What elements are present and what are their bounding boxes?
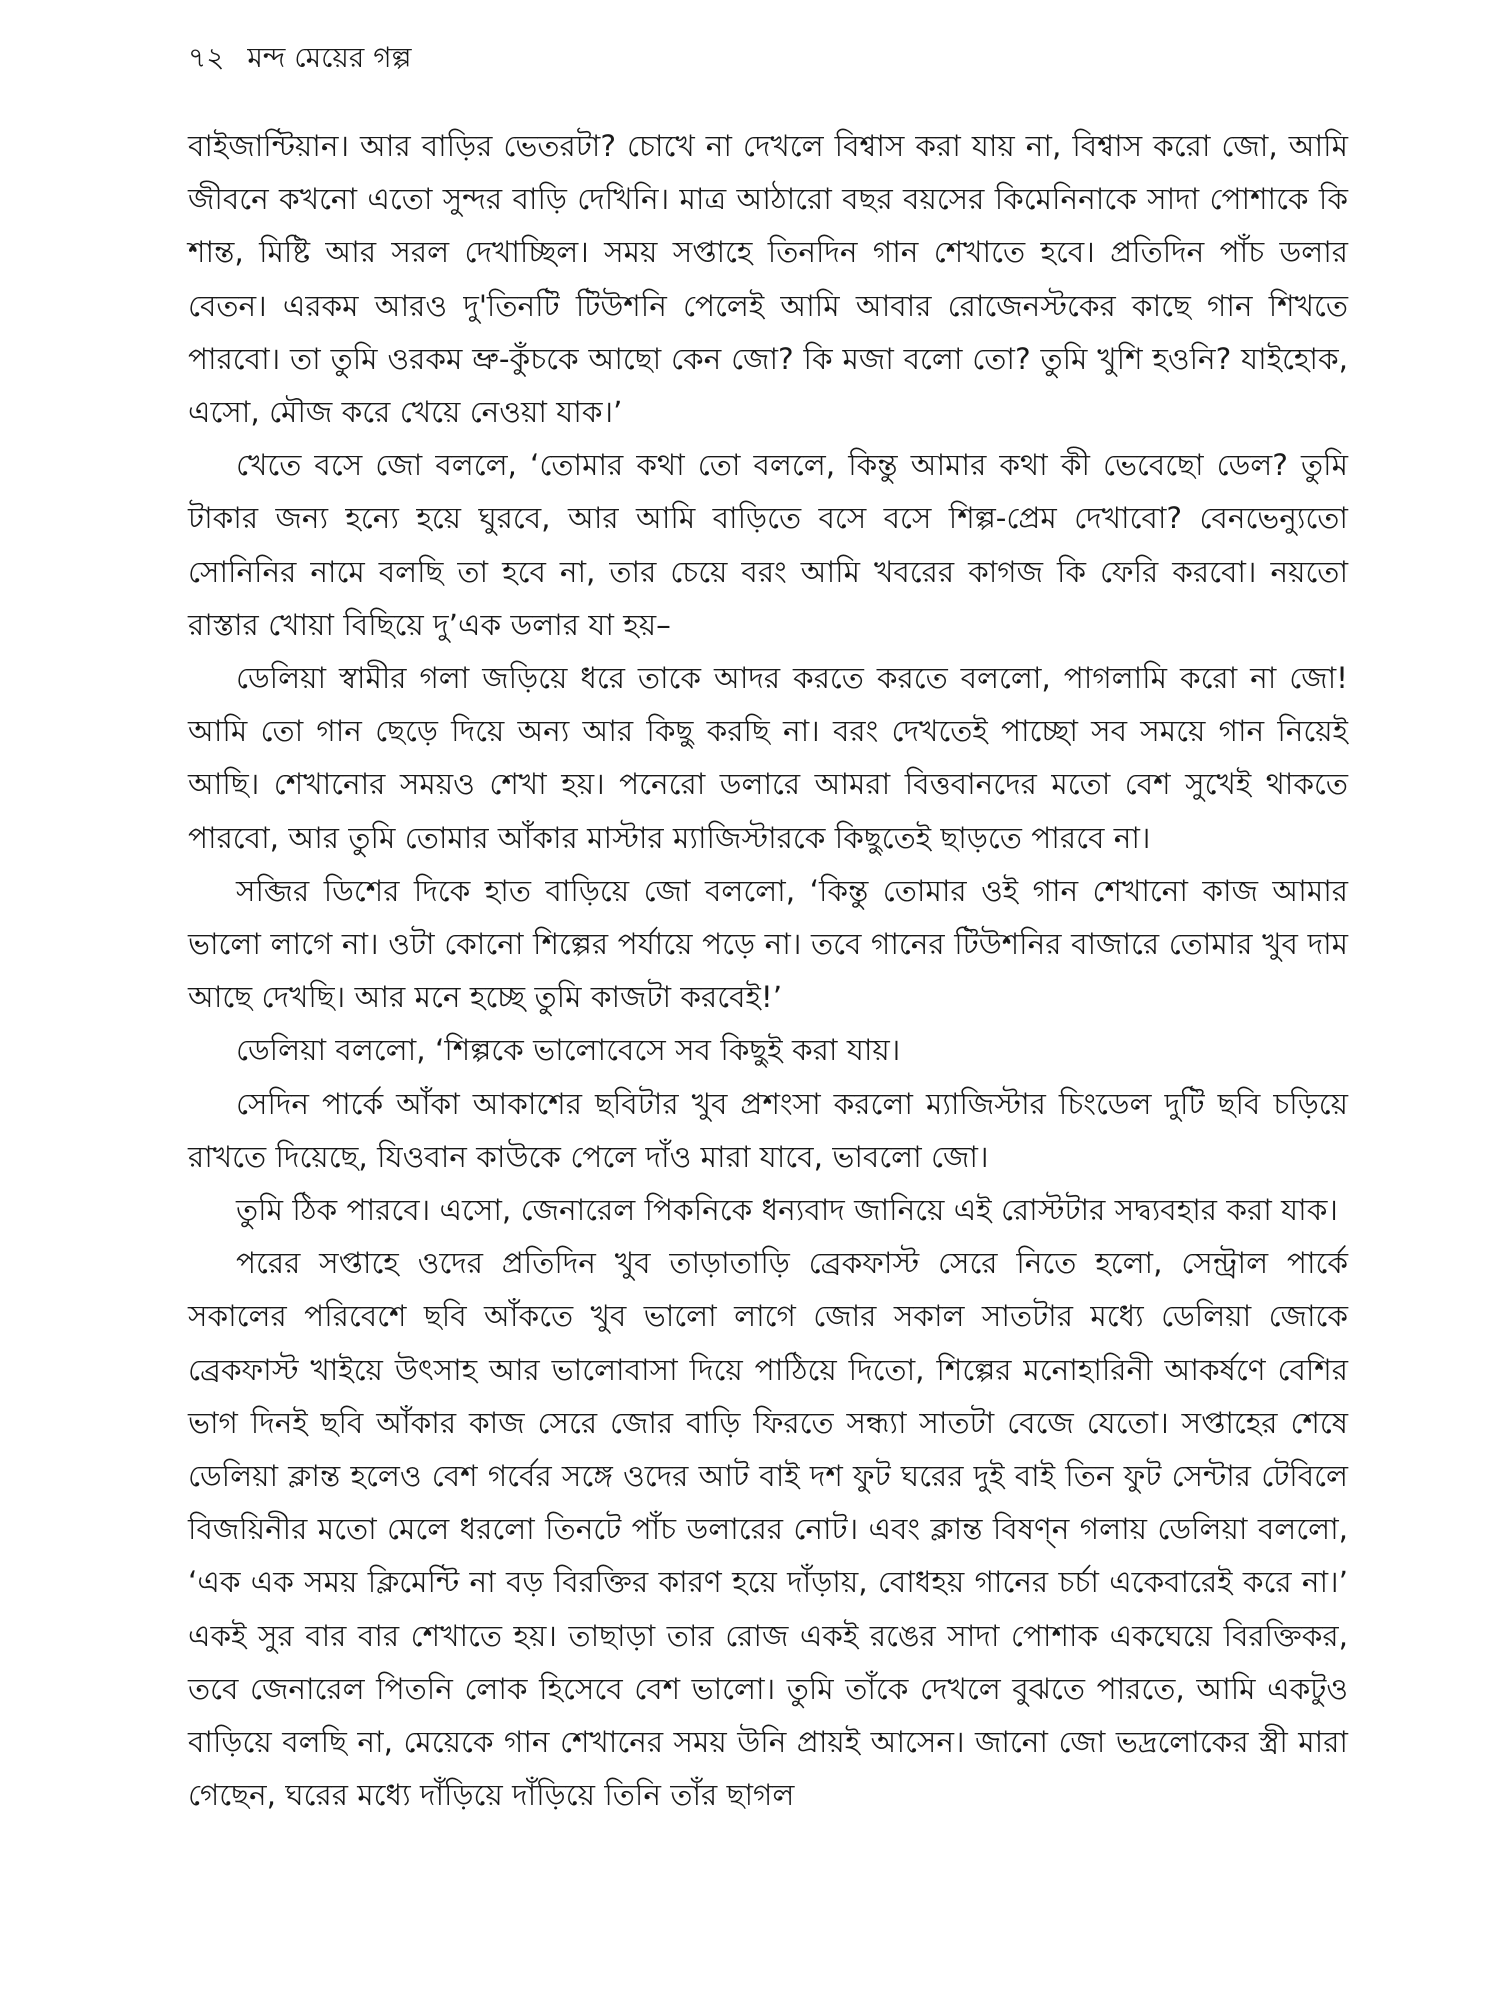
paragraph: সব্জির ডিশের দিকে হাত বাড়িয়ে জো বললো, ‘কিন্তু তোমার ওই গান শেখানো কাজ আমার ভালো লাগে না। ওটা কোনো শিল্পের পর্যায়ে পড়ে না। তবে গানের টিউশনির বাজারে তোমার খুব দাম আছে দেখছি। আর মনে হচ্ছে তুমি কাজটা করবেই!’ bbox=[188, 873, 1348, 1015]
paragraph: পরের সপ্তাহে ওদের প্রতিদিন খুব তাড়াতাড়ি ব্রেকফাস্ট সেরে নিতে হলো, সেন্ট্রাল পার্কে সকালের পরিবেশে ছবি আঁকতে খুব ভালো লাগে জোর সকাল সাতটার মধ্যে ডেলিয়া জোকে ব্রেকফাস্ট খাইয়ে উৎসাহ আর ভালোবাসা দিয়ে পাঠিয়ে দিতো, শিল্পের মনোহারিনী আকর্ষণে বেশির ভাগ দিনই ছবি আঁকার কাজ সেরে জোর বাড়ি ফিরতে সন্ধ্যা সাতটা বেজে যেতো। সপ্তাহের শেষে ডেলিয়া ক্লান্ত হলেও বেশ গর্বের সঙ্গে ওদের আট বাই দশ ফুট ঘরের দুই বাই তিন ফুট সেন্টার টেবিলে বিজয়িনীর মতো মেলে ধরলো তিনটে পাঁচ ডলারের নোট। এবং ক্লান্ত বিষণ্ন গলায় ডেলিয়া বললো, ‘এক এক সময় ক্লিমেন্টি না বড় বিরক্তির কারণ হয়ে দাঁড়ায়, বোধহয় গানের চর্চা একেবারেই করে না।’ একই সুর বার বার শেখাতে হয়। তাছাড়া তার রোজ একই রঙের সাদা পোশাক একঘেয়ে বিরক্তিকর, তবে জেনারেল পিতনি লোক হিসেবে বেশ ভালো। তুমি তাঁকে দেখলে বুঝতে পারতে, আমি একটুও বাড়িয়ে বলছি না, মেয়েকে গান শেখানের সময় উনি প্রায়ই আসেন। জানো জো ভদ্রলোকের স্ত্রী মারা গেছেন, ঘরের মধ্যে দাঁড়িয়ে দাঁড়িয়ে তিনি তাঁর ছাগল bbox=[188, 1246, 1348, 1813]
book-title: মন্দ মেয়ের গল্প bbox=[247, 41, 412, 74]
paragraph: তুমি ঠিক পারবে। এসো, জেনারেল পিকনিকে ধন্যবাদ জানিয়ে এই রোস্টটার সদ্ব্যবহার করা যাক। bbox=[236, 1193, 1338, 1228]
page-header bbox=[188, 38, 412, 78]
paragraph: খেতে বসে জো বললে, ‘তোমার কথা তো বললে, কিন্তু আমার কথা কী ভেবেছো ডেল? তুমি টাকার জন্য হন্যে হয়ে ঘুরবে, আর আমি বাড়িতে বসে বসে শিল্প-প্রেম দেখাবো? বেনভেন্যুতো সোনিনির নামে বলছি তা হবে না, তার চেয়ে বরং আমি খবরের কাগজ কি ফেরি করবো। নয়তো রাস্তার খোয়া বিছিয়ে দু’এক ডলার যা হয়– bbox=[188, 448, 1348, 642]
paragraph: সেদিন পার্কে আঁকা আকাশের ছবিটার খুব প্রশংসা করলো ম্যাজিস্টার চিংডেল দুটি ছবি চড়িয়ে রাখতে দিয়েছে, যিওবান কাউকে পেলে দাঁও মারা যাবে, ভাবলো জো। bbox=[188, 1086, 1348, 1174]
body-text bbox=[188, 120, 1348, 1823]
paragraph: বাইজান্টিয়ান। আর বাড়ির ভেতরটা? চোখে না দেখলে বিশ্বাস করা যায় না, বিশ্বাস করো জো, আমি জীবনে কখনো এতো সুন্দর বাড়ি দেখিনি। মাত্র আঠারো বছর বয়সের কিমেনিনাকে সাদা পোশাকে কি শান্ত, মিষ্টি আর সরল দেখাচ্ছিল। সময় সপ্তাহে তিনদিন গান শেখাতে হবে। প্রতিদিন পাঁচ ডলার বেতন। এরকম আরও দু'তিনটি টিউশনি পেলেই আমি আবার রোজেনস্টকের কাছে গান শিখতে পারবো। তা তুমি ওরকম ভ্রু-কুঁচকে আছো কেন জো? কি মজা বলো তো? তুমি খুশি হওনি? যাইহোক, এসো, মৌজ করে খেয়ে নেওয়া যাক।’ bbox=[188, 129, 1348, 430]
paragraph: ডেলিয়া বললো, ‘শিল্পকে ভালোবেসে সব কিছুই করা যায়। bbox=[236, 1033, 901, 1068]
paragraph: ডেলিয়া স্বামীর গলা জড়িয়ে ধরে তাকে আদর করতে করতে বললো, পাগলামি করো না জো! আমি তো গান ছেড়ে দিয়ে অন্য আর কিছু করছি না। বরং দেখতেই পাচ্ছো সব সময়ে গান নিয়েই আছি। শেখানোর সময়ও শেখা হয়। পনেরো ডলারে আমরা বিত্তবানদের মতো বেশ সুখেই থাকতে পারবো, আর তুমি তোমার আঁকার মাস্টার ম্যাজিস্টারকে কিছুতেই ছাড়তে পারবে না। bbox=[188, 661, 1348, 855]
page-number: ৭২ bbox=[188, 41, 225, 74]
